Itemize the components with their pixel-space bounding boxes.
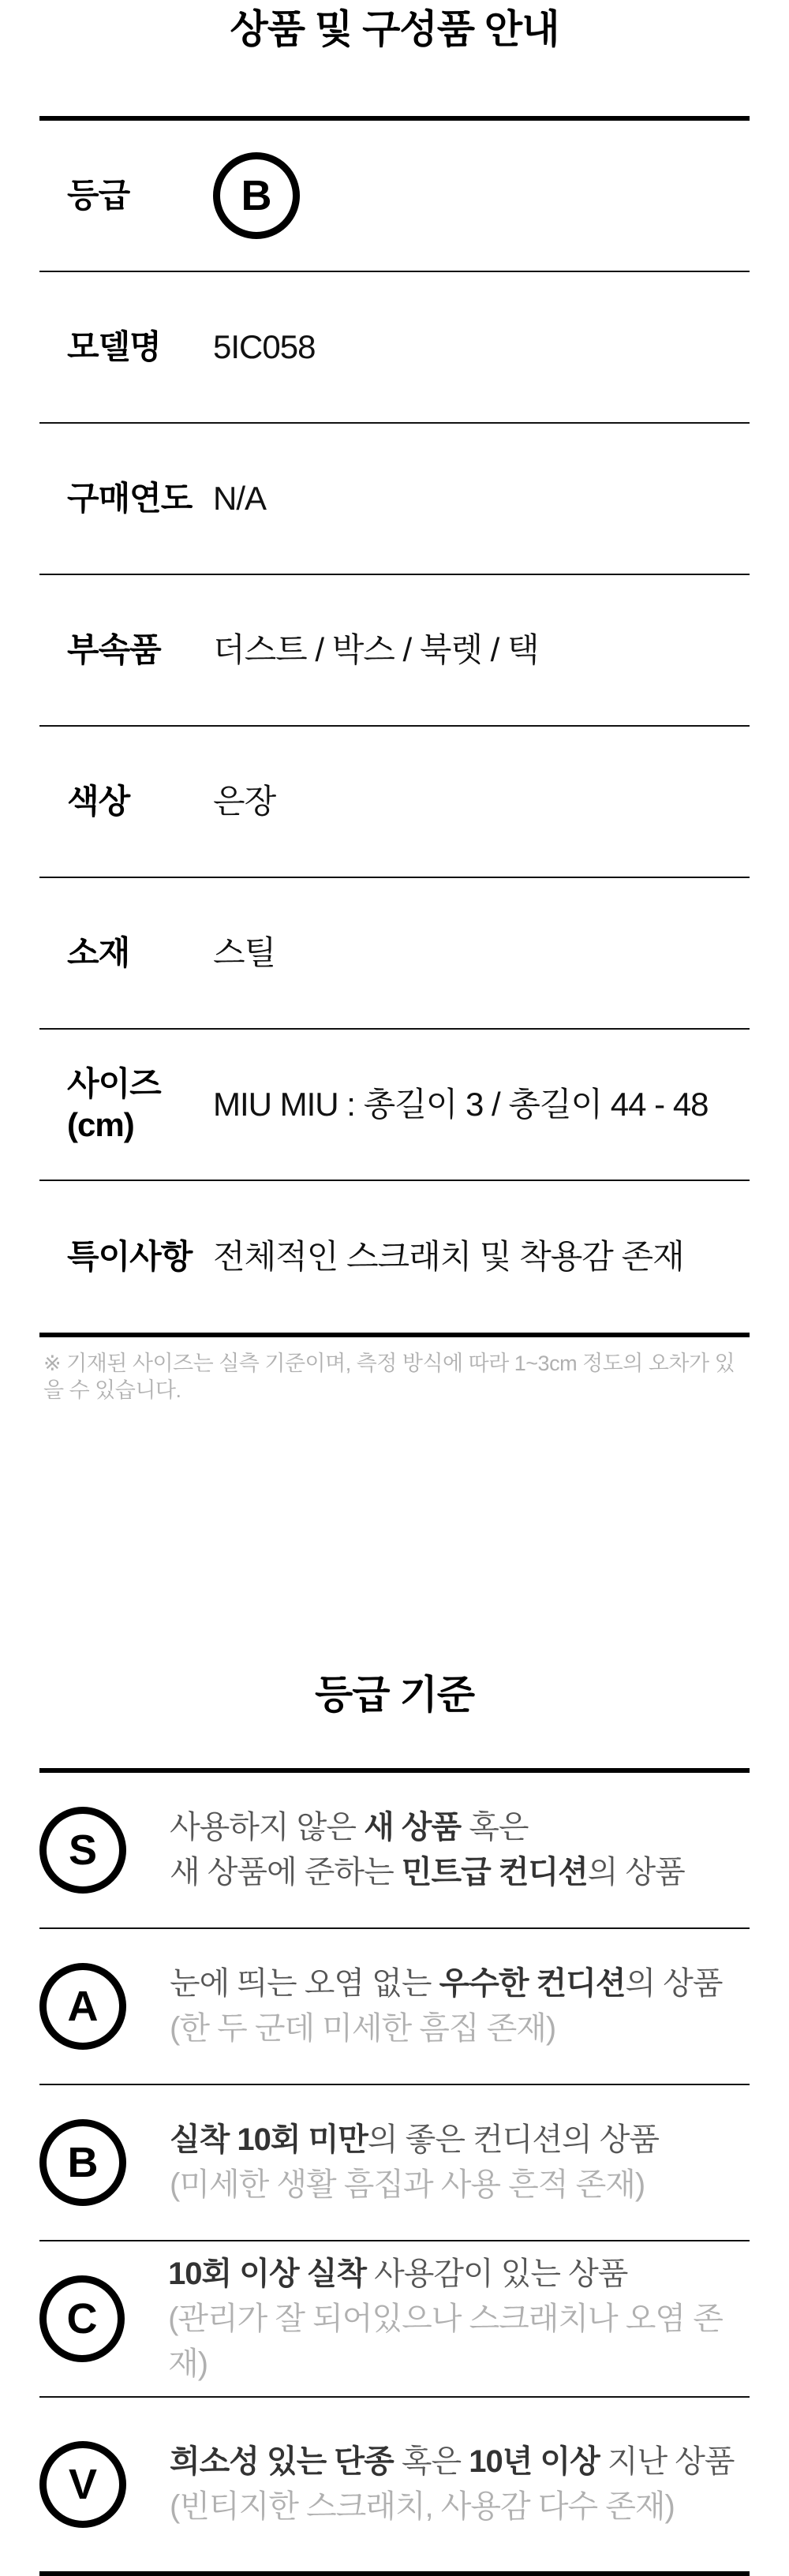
page-title: 상품 및 구성품 안내 — [230, 7, 559, 51]
grade-description-segment: 민트급 컨디션 — [401, 1855, 588, 1890]
grade-description-segment: 10회 이상 실착 — [168, 2256, 366, 2291]
grade-description-main — [170, 1850, 685, 1895]
spec-label-line: 소재 — [67, 934, 130, 971]
spec-label-line: (cm) — [67, 1106, 134, 1143]
spec-row — [39, 424, 750, 575]
grade-circle — [39, 1807, 126, 1894]
spec-value: N/A — [213, 480, 267, 517]
spec-label — [67, 1236, 213, 1277]
spec-label-line: 등급 — [67, 177, 130, 214]
spec-row — [39, 727, 750, 878]
grade-description-segment: 혹은 — [461, 1810, 529, 1845]
grade-description-sub — [170, 2484, 735, 2529]
spec-row — [39, 575, 750, 727]
grade-description-segment: 새 상품에 준하는 — [170, 1855, 402, 1890]
grade-letter: C — [66, 2295, 98, 2342]
grade-row — [39, 1929, 750, 2085]
spec-value: 5IC058 — [213, 328, 316, 365]
grade-circle — [39, 1963, 126, 2050]
grade-description-segment: 혹은 — [393, 2444, 469, 2479]
grade-description-segment: 실착 10회 미만 — [170, 2122, 368, 2157]
spec-label-line: 색상 — [67, 783, 130, 820]
spec-value: MIU MIU : 총길이 3 / 총길이 44 - 48 — [213, 1086, 709, 1123]
grade-description-segment: (관리가 잘 되어있으나 스크래치나 오염 존재) — [168, 2301, 723, 2381]
grade-badge-letter: B — [241, 172, 272, 219]
grade-description-segment: 지난 상품 — [599, 2444, 735, 2479]
grade-description-segment: 희소성 있는 단종 — [170, 2444, 394, 2479]
grade-description — [170, 2440, 735, 2529]
spec-row — [39, 1181, 750, 1333]
grade-description-main — [170, 2440, 735, 2484]
spec-label — [67, 327, 213, 368]
grade-description-segment: 의 상품 — [587, 1855, 685, 1890]
spec-label-line: 구매연도 — [67, 480, 193, 517]
grade-description-main — [170, 1961, 723, 2006]
grade-row — [39, 1773, 750, 1929]
spec-label — [67, 933, 213, 974]
spec-label — [67, 781, 213, 822]
spec-label-line: 사이즈 — [67, 1065, 161, 1102]
grade-letter: S — [68, 1826, 98, 1874]
grade-description-segment: 의 상품 — [625, 1966, 723, 2001]
grade-description-segment: (미세한 생활 흠집과 사용 흔적 존재) — [170, 2167, 645, 2202]
grade-letter: B — [67, 2139, 99, 2186]
grade-description-segment: (빈티지한 스크래치, 사용감 다수 존재) — [170, 2489, 675, 2524]
spec-label — [67, 630, 213, 671]
grade-description — [170, 1961, 723, 2051]
grade-description-segment: 의 좋은 컨디션의 상품 — [367, 2122, 660, 2157]
grade-description-main — [168, 2252, 750, 2297]
spec-value: 은장 — [213, 783, 276, 820]
grade-row — [39, 2241, 750, 2398]
grade-description-main — [170, 1805, 685, 1850]
grade-description-sub — [170, 2163, 659, 2208]
spec-value: 더스트 / 박스 / 북렛 / 택 — [213, 631, 539, 668]
grade-description — [170, 2118, 659, 2208]
grade-description-segment: (한 두 군데 미세한 흠집 존재) — [170, 2011, 556, 2046]
spec-label-line: 부속품 — [67, 631, 161, 668]
spec-row — [39, 878, 750, 1030]
grade-section-title: 등급 기준 — [314, 1673, 475, 1717]
grade-letter: A — [67, 1983, 99, 2030]
spec-value: 전체적인 스크래치 및 착용감 존재 — [213, 1238, 684, 1275]
spec-row — [39, 272, 750, 424]
grade-circle — [39, 2441, 126, 2528]
grade-circle — [39, 2275, 125, 2362]
grade-description-segment: 사용감이 있는 상품 — [365, 2256, 628, 2291]
grade-letter: V — [68, 2461, 98, 2508]
grade-table — [39, 1768, 750, 2576]
grade-description-segment: 눈에 띄는 오염 없는 — [170, 1966, 439, 2001]
size-note: ※ 기재된 사이즈는 실측 기준이며, 측정 방식에 따라 1~3cm 정도의 오차가 있을 수 있습니다. — [43, 1352, 735, 1402]
grade-description — [168, 2252, 750, 2387]
spec-label — [67, 478, 213, 519]
grade-row — [39, 2085, 750, 2241]
spec-value: 스틸 — [213, 934, 276, 971]
grade-circle — [39, 2119, 126, 2206]
spec-label-line: 모델명 — [67, 328, 161, 365]
spec-row — [39, 1030, 750, 1181]
spec-label — [67, 1064, 213, 1146]
grade-description-sub — [170, 2006, 723, 2051]
spec-label — [67, 175, 213, 216]
spec-table — [39, 116, 750, 1337]
grade-description-segment: 새 상품 — [364, 1810, 462, 1845]
grade-description-main — [170, 2118, 659, 2163]
grade-description-segment: 사용하지 않은 — [170, 1810, 365, 1845]
grade-description — [170, 1805, 685, 1895]
grade-description-segment: 우수한 컨디션 — [439, 1966, 626, 2001]
grade-description-segment: 10년 이상 — [469, 2444, 600, 2479]
spec-label-line: 특이사항 — [67, 1238, 193, 1275]
grade-badge-circle — [213, 152, 300, 239]
grade-description-sub — [168, 2297, 750, 2387]
spec-row — [39, 121, 750, 272]
grade-row — [39, 2398, 750, 2571]
